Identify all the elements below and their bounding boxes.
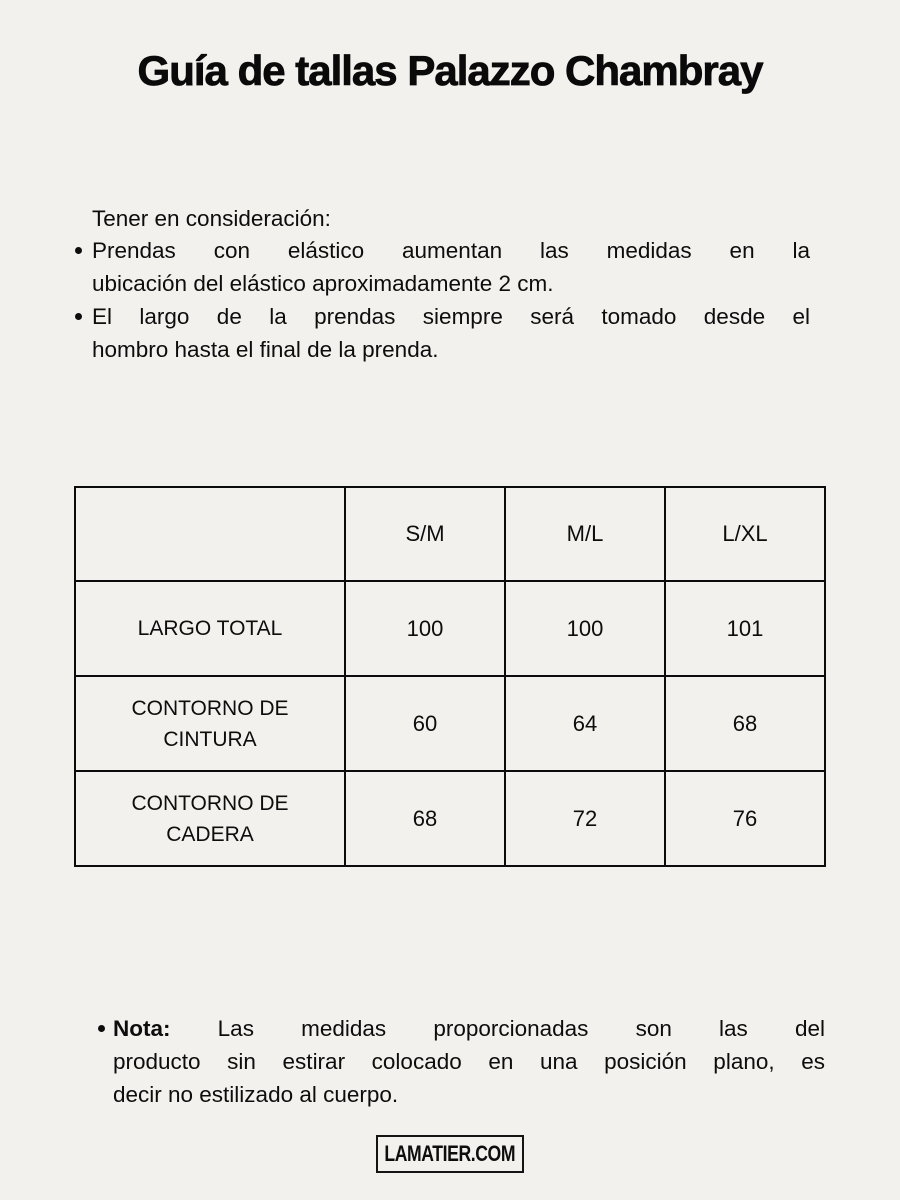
list-item <box>92 300 810 366</box>
value-cell: 60 <box>345 676 505 771</box>
considerations-section <box>92 204 810 366</box>
bullet-line: ubicación del elástico aproximadamente 2 cm. <box>92 271 554 296</box>
bullet-line: hombro hasta el final de la prenda. <box>92 337 439 362</box>
table-header-cell-lxl: L/XL <box>665 487 825 581</box>
table-row <box>75 676 825 771</box>
bullet-dot-icon <box>98 1025 105 1032</box>
table-header-cell-empty <box>75 487 345 581</box>
page-title: Guía de tallas Palazzo Chambray <box>137 47 763 94</box>
value-cell: 64 <box>505 676 665 771</box>
value-cell: 68 <box>345 771 505 866</box>
brand-text: LAMATIER.COM <box>384 1141 516 1166</box>
value-cell: 76 <box>665 771 825 866</box>
note-text: Las medidas proporcionadas son las del <box>217 1016 825 1041</box>
note-label: Nota: <box>113 1016 171 1041</box>
bullet-line: Prendas con elástico aumentan las medidas en la <box>92 238 810 263</box>
footer-brand-badge <box>376 1135 524 1173</box>
table-row <box>75 581 825 676</box>
table-row <box>75 771 825 866</box>
row-label: CONTORNO DE CINTURA <box>131 696 289 751</box>
note-line: decir no estilizado al cuerpo. <box>113 1082 399 1107</box>
bullet-dot-icon <box>75 313 82 320</box>
table-header-cell-ml: M/L <box>505 487 665 581</box>
table-header-cell-sm: S/M <box>345 487 505 581</box>
row-label: LARGO TOTAL <box>137 617 283 640</box>
note-section <box>113 1012 825 1111</box>
value-cell: 101 <box>665 581 825 676</box>
bullet-line: El largo de la prendas siempre será tomado desde el <box>92 304 810 329</box>
list-item <box>92 234 810 300</box>
value-cell: 72 <box>505 771 665 866</box>
row-label: CONTORNO DE CADERA <box>131 791 289 846</box>
considerations-list <box>92 234 810 366</box>
row-label-cell <box>75 771 345 866</box>
value-cell: 100 <box>505 581 665 676</box>
value-cell: 100 <box>345 581 505 676</box>
value-cell: 68 <box>665 676 825 771</box>
row-label-cell <box>75 581 345 676</box>
note-line <box>113 1012 825 1045</box>
row-label-cell <box>75 676 345 771</box>
bullet-dot-icon <box>75 247 82 254</box>
considerations-heading: Tener en consideración: <box>92 206 331 231</box>
size-table <box>74 486 826 867</box>
table-header-row <box>75 487 825 581</box>
note-line: producto sin estirar colocado en una posición plano, es <box>113 1049 825 1074</box>
